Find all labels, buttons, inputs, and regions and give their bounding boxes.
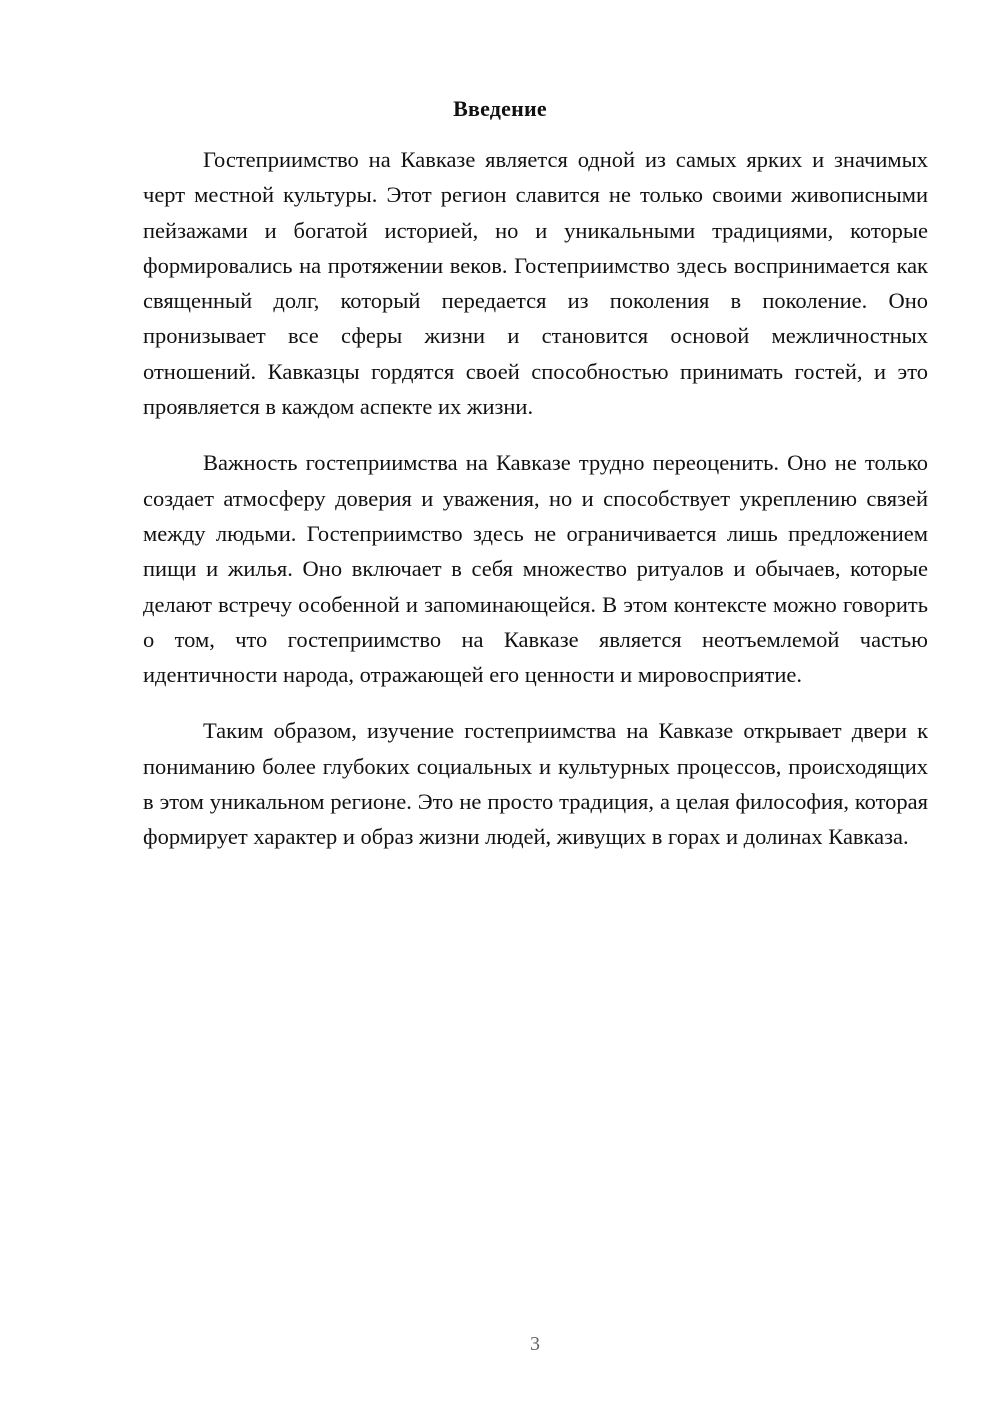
document-body [143,142,928,876]
section-title: Введение [453,96,547,121]
paragraph-3: Таким образом, изучение гостеприимства на Кавказе открывает двери к пониманию более глубоких социальных и культурных процессов, происходящих в этом уникальном регионе. Это не просто традиция, а целая философия, которая формирует характер и образ жизни людей, живущих в горах и долинах Кавказа. [143,718,928,850]
paragraph-1: Гостеприимство на Кавказе является одной из самых ярких и значимых черт местной культуры. Этот регион славится не только своими живописными пейзажами и богатой историей, но и уникальными традициями, которые формировались на протяжении веков. Гостеприимство здесь воспринимается как священный долг, который передается из поколения в поколение. Оно пронизывает все сферы жизни и становится основой межличностных отношений. Кавказцы гордятся своей способностью принимать гостей, и это проявляется в каждом аспекте их жизни. [143,147,928,420]
paragraph-2: Важность гостеприимства на Кавказе трудно переоценить. Оно не только создает атмосферу доверия и уважения, но и способствует укреплению связей между людьми. Гостеприимство здесь не ограничивается лишь предложением пищи и жилья. Оно включает в себя множество ритуалов и обычаев, которые делают встречу особенной и запоминающейся. В этом контексте можно говорить о том, что гостеприимство на Кавказе является неотъемлемой частью идентичности народа, отражающей его ценности и мировосприятие. [143,450,928,688]
page-number: 3 [530,1333,540,1355]
